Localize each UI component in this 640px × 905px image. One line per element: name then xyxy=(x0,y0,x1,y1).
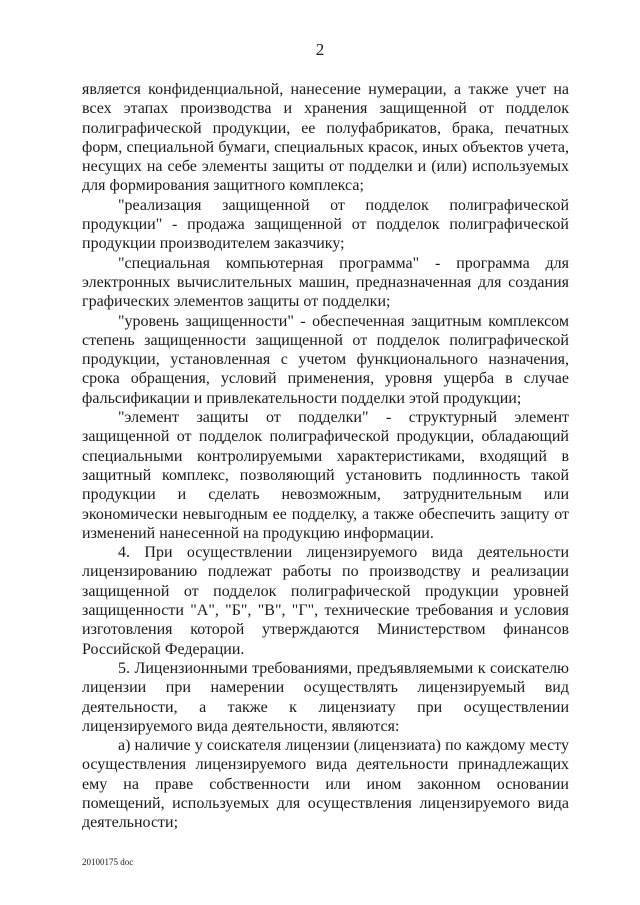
footer-file-code: 20100175 doc xyxy=(82,857,134,867)
paragraph-definition-sale: "реализация защищенной от подделок полиграфической продукции" - продажа защищенной от подделок полиграфической продукции производителем заказчику; xyxy=(82,196,569,253)
paragraph-definition-security-element: "элемент защиты от подделки" - структурный элемент защищенной от подделок полиграфической продукции, обладающий специальными контролируемыми характеристиками, входящий в защитный комплекс, позволяющий установить подлинность такой продукции и сделать невозможным, затруднительным или экономически невыгодным ее подделку, а также обеспечить защиту от изменений нанесенной на продукцию информации. xyxy=(82,409,569,542)
paragraph-clause-5a: а) наличие у соискателя лицензии (лицензиата) по каждому месту осуществления лицензируемого вида деятельности принадлежащих ему на праве собственности или ином законном основании помещений, используемых для осуществления лицензируемого вида деятельности; xyxy=(82,737,569,832)
page-number: 2 xyxy=(315,40,325,59)
paragraph-clause-5: 5. Лицензионными требованиями, предъявляемыми к соискателю лицензии при намерении осуществлять лицензируемый вид деятельности, а также к лицензиату при осуществлении лицензируемого вида деятельности, являются: xyxy=(82,659,569,735)
paragraph-definition-security-level: "уровень защищенности" - обеспеченная защитным комплексом степень защищенности защищенной от подделок полиграфической продукции, установленная с учетом функционального назначения, срока обращения, условий применения, уровня ущерба в случае фальсификации и привлекательности подделки этой продукции; xyxy=(82,312,569,407)
paragraph-clause-4: 4. При осуществлении лицензируемого вида деятельности лицензированию подлежат работы по производству и реализации защищенной от подделок полиграфической продукции уровней защищенности "А", "Б", "В", "Г", технические требования и условия изготовления которой утверждаются Министерством финансов Российской Федерации. xyxy=(82,544,569,658)
paragraph-definition-software: "специальная компьютерная программа" - программа для электронных вычислительных машин, предназначенная для создания графических элементов защиты от подделки; xyxy=(82,254,569,311)
paragraph-continuation: является конфиденциальной, нанесение нумерации, а также учет на всех этапах производства и хранения защищенной от подделок полиграфической продукции, ее полуфабрикатов, брака, печатных форм, специальной бумаги, специальных красок, иных объектов учета, несущих на себе элементы защиты от подделки и (или) используемых для формирования защитного комплекса; xyxy=(82,81,569,195)
document-body xyxy=(82,80,569,833)
